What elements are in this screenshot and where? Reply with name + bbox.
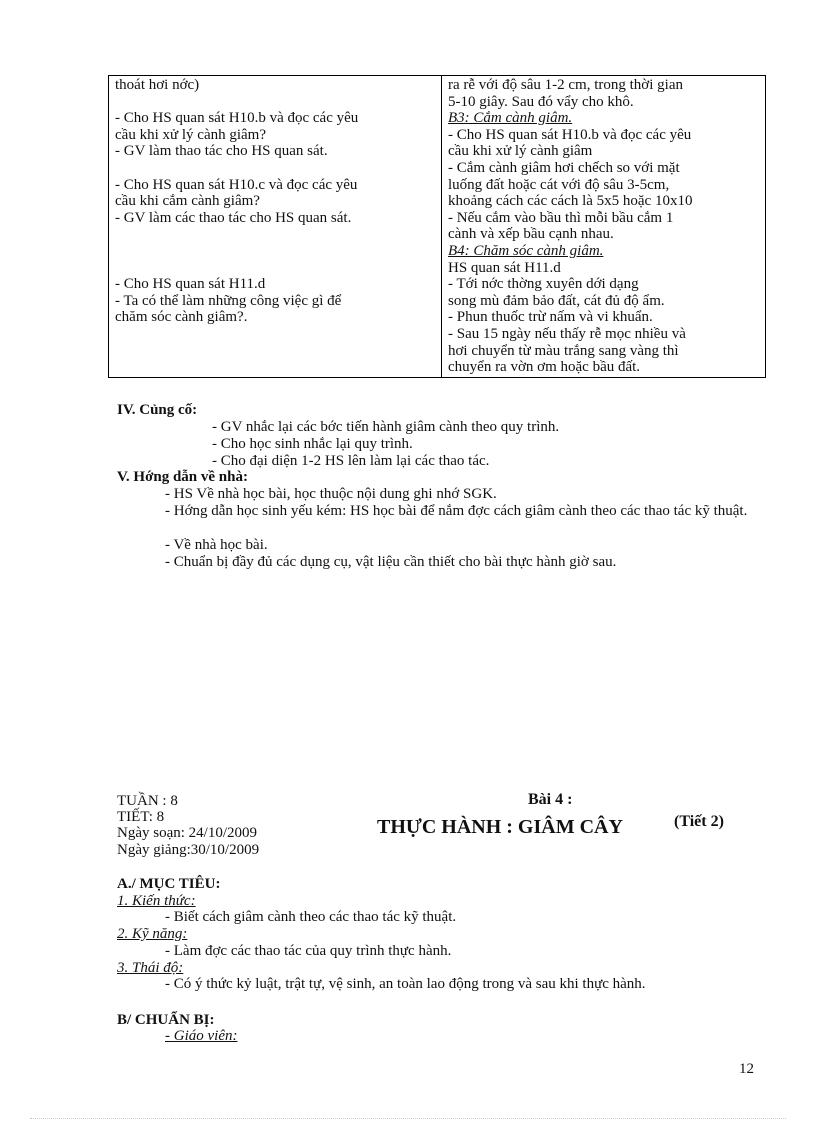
table-cell-line: - Ta có thể làm những công việc gì để bbox=[115, 292, 342, 309]
table-cell-line: - GV làm thao tác cho HS quan sát. bbox=[115, 143, 328, 160]
review-item: - GV nhắc lại các bớc tiến hành giâm cành theo quy trình. bbox=[212, 419, 560, 435]
table-cell-line: - Cho HS quan sát H10.b và đọc các yêu bbox=[448, 126, 692, 143]
table-cell-line: B3: Cắm cành giâm. bbox=[448, 110, 573, 127]
homework-item: - Chuẩn bị đầy đủ các dụng cụ, vật liệu cần thiết cho bài thực hành giờ sau. bbox=[165, 554, 617, 570]
review-item: - Cho học sinh nhắc lại quy trình. bbox=[212, 436, 413, 452]
page-bottom-border bbox=[30, 1118, 786, 1119]
table-cell-line: chuyển ra vờn ơm hoặc bầu đất. bbox=[448, 359, 641, 376]
objectives-heading: A./ MỤC TIÊU: bbox=[117, 876, 221, 892]
knowledge-text: - Biết cách giâm cành theo các thao tác kỹ thuật. bbox=[165, 909, 457, 925]
table-cell-line bbox=[115, 243, 437, 260]
table-cell-line: ra rễ với độ sâu 1-2 cm, trong thời gian bbox=[448, 77, 683, 93]
prep-heading: B/ CHUẨN BỊ: bbox=[117, 1012, 215, 1028]
table-cell-line: - GV làm các thao tác cho HS quan sát. bbox=[115, 209, 352, 226]
table-cell-line: song mù đảm bảo đất, cát đủ độ ẩm. bbox=[448, 292, 665, 309]
table-cell-line: - Cho HS quan sát H11.d bbox=[115, 276, 266, 293]
table-cell-line: - Cho HS quan sát H10.b và đọc các yêu bbox=[115, 110, 359, 127]
table-cell-line: - Nếu cắm vào bầu thì mỗi bầu cắm 1 bbox=[448, 209, 674, 226]
homework-item bbox=[165, 503, 757, 519]
table-cell-line bbox=[115, 260, 437, 277]
prep-date: Ngày soạn: 24/10/2009 bbox=[117, 825, 257, 841]
table-cell-line: - Tới nớc thờng xuyên dới dạng bbox=[448, 276, 639, 293]
attitude-text: - Có ý thức kỷ luật, trật tự, vệ sinh, an toàn lao động trong và sau khi thực hành. bbox=[165, 976, 646, 992]
table-cell-line bbox=[115, 160, 437, 177]
table-cell-line: chăm sóc cành giâm?. bbox=[115, 309, 248, 326]
student-activity-cell bbox=[442, 76, 766, 378]
period-label: TIẾT: 8 bbox=[117, 809, 165, 825]
table-cell-line: B4: Chăm sóc cành giâm. bbox=[448, 242, 604, 259]
table-cell-line: - Cắm cành giâm hơi chếch so với mặt bbox=[448, 159, 680, 176]
teacher-label: - Giáo viên: bbox=[165, 1028, 238, 1044]
skill-label: 2. Kỹ năng: bbox=[117, 926, 188, 942]
table-cell-line: 5-10 giây. Sau đó vẩy cho khô. bbox=[448, 93, 634, 110]
table-cell-line: cầu khi xử lý cành giâm? bbox=[115, 126, 266, 143]
page-number: 12 bbox=[739, 1061, 754, 1077]
table-cell-line: hơi chuyển từ màu trắng sang vàng thì bbox=[448, 342, 679, 359]
homework-text: - Hớng dẫn học sinh yếu kém: HS học bài để nắm đợc cách giâm cành theo các thao tác kỹ thuật. bbox=[165, 503, 748, 519]
table-cell-line: - Sau 15 ngày nếu thấy rễ mọc nhiều và bbox=[448, 325, 686, 342]
lesson-number: Bài 4 : bbox=[528, 791, 573, 808]
table-row bbox=[109, 76, 766, 378]
section-4-heading: IV. Củng cố: bbox=[117, 402, 198, 418]
table-cell-line: - Cho HS quan sát H10.c và đọc các yêu bbox=[115, 176, 358, 193]
homework-item: - HS Về nhà học bài, học thuộc nội dung ghi nhớ SGK. bbox=[165, 486, 497, 502]
table-cell-line: cầu khi xử lý cành giâm bbox=[448, 143, 593, 160]
table-cell-line: khoảng cách các cách là 5x5 hoặc 10x10 bbox=[448, 193, 693, 210]
review-item: - Cho đại diện 1-2 HS lên làm lại các thao tác. bbox=[212, 453, 490, 469]
knowledge-label: 1. Kiến thức: bbox=[117, 893, 196, 909]
table-cell-line: thoát hơi nớc) bbox=[115, 77, 200, 93]
table-cell-line bbox=[115, 94, 437, 111]
teacher-activity-cell bbox=[109, 76, 442, 378]
table-cell-line: - Phun thuốc trừ nấm và vi khuẩn. bbox=[448, 309, 653, 326]
table-cell-line: luống đất hoặc cát với độ sâu 3-5cm, bbox=[448, 176, 670, 193]
activity-table bbox=[108, 75, 766, 378]
table-cell-line: cành và xếp bầu cạnh nhau. bbox=[448, 226, 614, 243]
table-cell-line: HS quan sát H11.d bbox=[448, 259, 561, 276]
teach-date: Ngày giảng:30/10/2009 bbox=[117, 842, 260, 858]
skill-text: - Làm đợc các thao tác của quy trình thực hành. bbox=[165, 943, 452, 959]
lesson-part: (Tiết 2) bbox=[674, 813, 724, 830]
homework-item: - Về nhà học bài. bbox=[165, 537, 268, 553]
lesson-title: THỰC HÀNH : GIÂM CÂY bbox=[377, 816, 623, 838]
section-5-heading: V. Hớng dẫn về nhà: bbox=[117, 469, 248, 485]
attitude-label: 3. Thái độ: bbox=[117, 960, 184, 976]
week-label: TUẦN : 8 bbox=[117, 793, 178, 809]
table-cell-line bbox=[115, 226, 437, 243]
table-cell-line: cầu khi cắm cành giâm? bbox=[115, 193, 260, 210]
